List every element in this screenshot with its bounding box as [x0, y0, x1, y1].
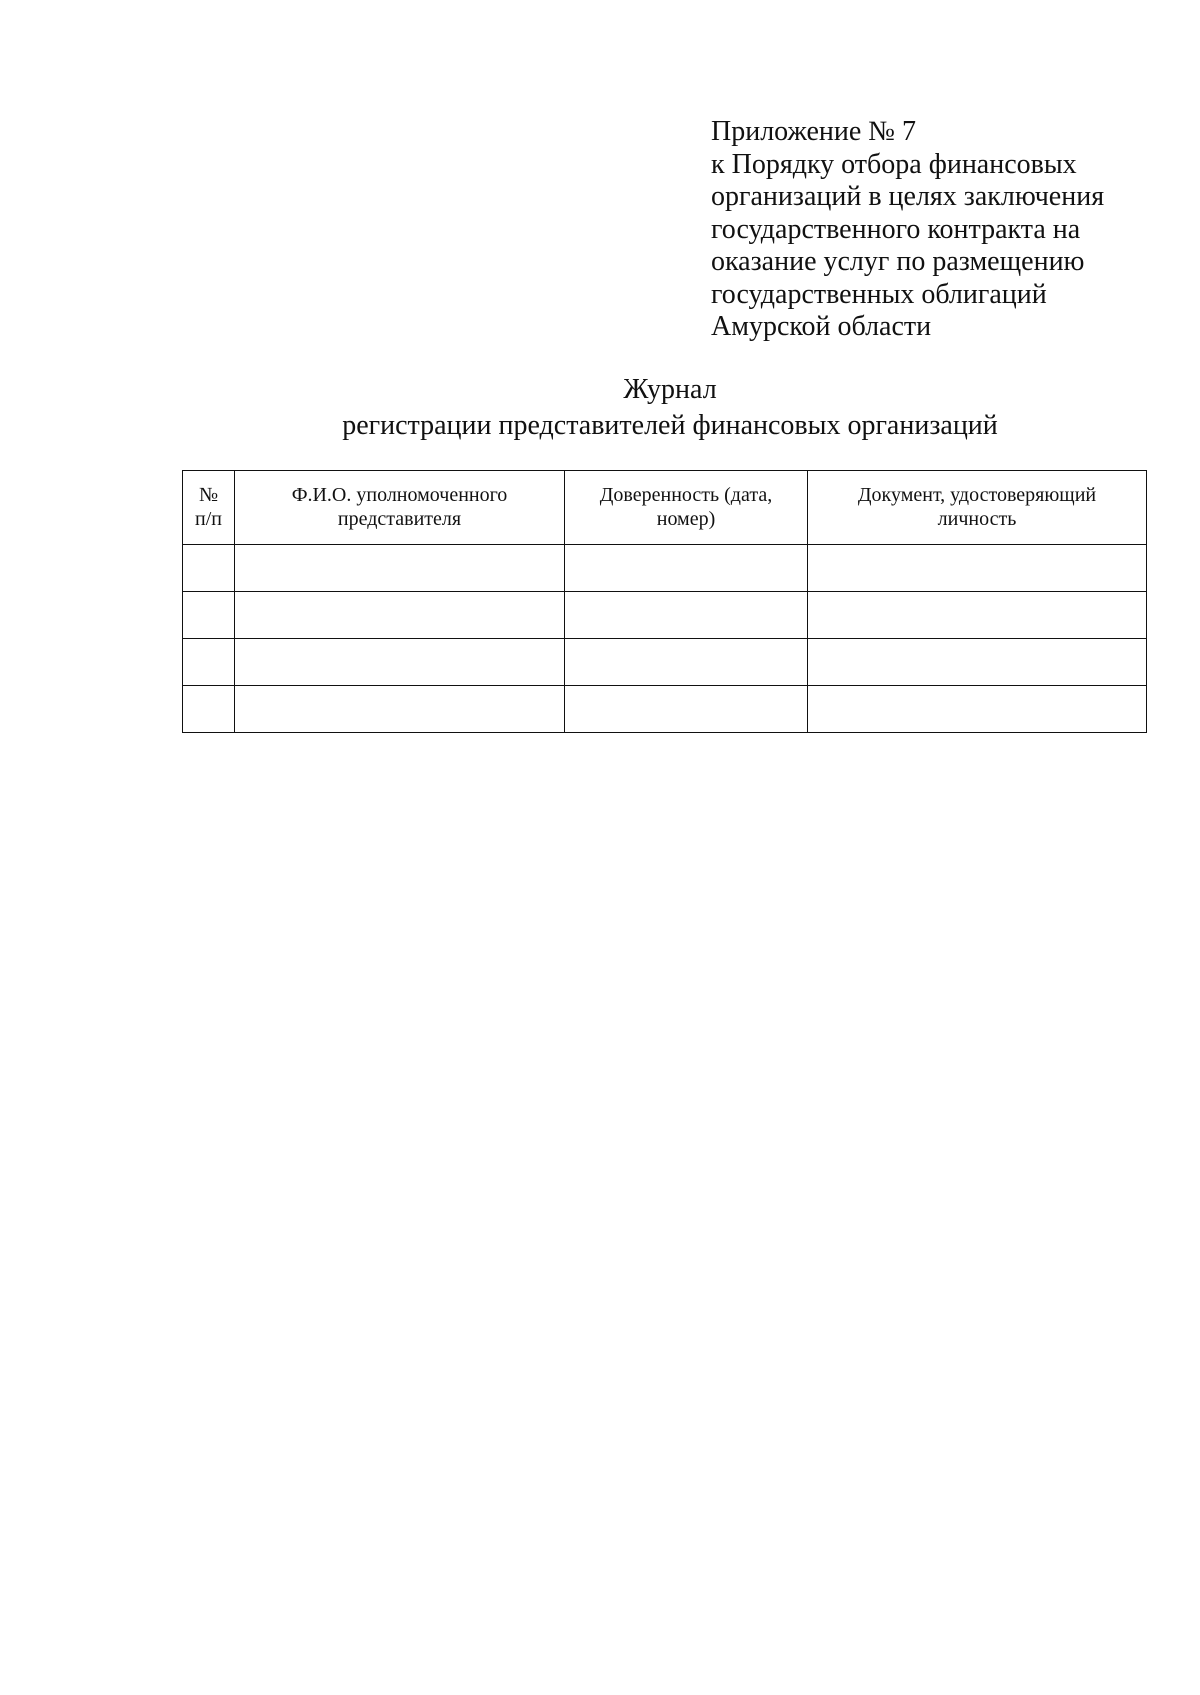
- table-cell: [183, 592, 235, 639]
- header-power-of-attorney: [565, 471, 808, 545]
- appendix-line: Приложение № 7: [711, 116, 916, 147]
- header-line: Документ, удостоверяющий: [857, 484, 1097, 506]
- table-cell: [565, 686, 808, 733]
- header-line: Доверенность (дата,: [599, 484, 773, 506]
- appendix-heading: [711, 116, 1171, 344]
- table-cell: [808, 592, 1147, 639]
- table-cell: [565, 545, 808, 592]
- document-title: [160, 372, 1180, 444]
- appendix-line: оказание услуг по размещению: [711, 246, 1085, 277]
- appendix-line: государственных облигаций: [711, 278, 1047, 310]
- appendix-line: к Порядку отбора финансовых: [711, 148, 1077, 180]
- table-cell: [235, 592, 565, 639]
- header-line: Ф.И.О. уполномоченного: [291, 484, 508, 506]
- table-cell: [183, 686, 235, 733]
- table-cell: [565, 639, 808, 686]
- table-row: [183, 592, 1147, 639]
- header-identity-document: [808, 471, 1147, 545]
- header-line: №: [198, 484, 219, 506]
- table-cell: [235, 686, 565, 733]
- table-row: [183, 686, 1147, 733]
- table-row: [183, 639, 1147, 686]
- header-line: личность: [937, 508, 1017, 530]
- header-line: номер): [656, 508, 716, 530]
- header-line: п/п: [195, 508, 222, 530]
- header-number: [183, 471, 235, 545]
- appendix-line: государственного контракта на: [711, 213, 1081, 245]
- table-cell: [565, 592, 808, 639]
- table-cell: [808, 686, 1147, 733]
- table-cell: [235, 639, 565, 686]
- header-full-name: [235, 471, 565, 545]
- table-cell: [183, 639, 235, 686]
- table-cell: [808, 545, 1147, 592]
- table-row: [183, 545, 1147, 592]
- table-header-row: [183, 471, 1147, 545]
- appendix-line: Амурской области: [711, 311, 932, 342]
- table-cell: [235, 545, 565, 592]
- table-cell: [183, 545, 235, 592]
- table-cell: [808, 639, 1147, 686]
- title-line-2: регистрации представителей финансовых организаций: [342, 410, 998, 441]
- header-line: представителя: [337, 508, 462, 530]
- appendix-line: организаций в целях заключения: [711, 181, 1105, 212]
- registration-journal-table: [182, 470, 1147, 733]
- title-line-1: Журнал: [623, 374, 717, 405]
